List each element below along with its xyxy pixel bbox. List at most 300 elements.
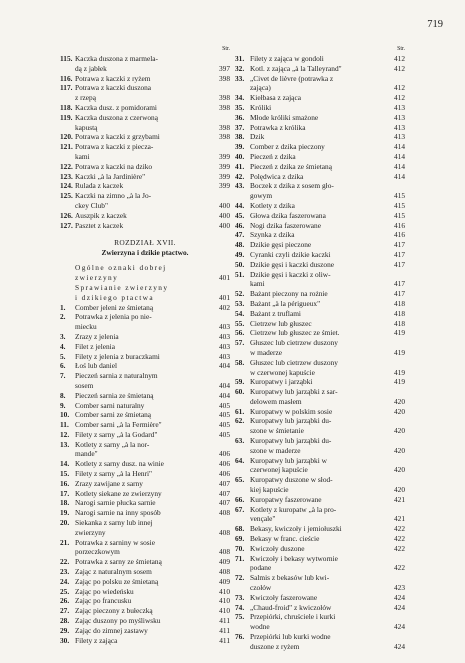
entry-title: Głuszec lub cietrzew duszony bbox=[250, 357, 338, 367]
entry-number: 122. bbox=[60, 161, 73, 171]
entry-page: 420 bbox=[393, 396, 405, 406]
index-entry bbox=[60, 410, 230, 420]
entry-page: 400 bbox=[218, 220, 230, 230]
index-entry bbox=[235, 632, 405, 642]
index-entry bbox=[60, 113, 230, 123]
index-entry bbox=[60, 191, 230, 201]
entry-title: w czerwonej kapuście bbox=[250, 367, 315, 377]
entry-title: Bekasy w franc. cieście bbox=[250, 534, 320, 544]
index-entry bbox=[235, 387, 405, 397]
entry-title: zwierzyny bbox=[75, 527, 106, 537]
entry-title: Dzikie gęsi pieczone bbox=[250, 240, 312, 250]
index-entry bbox=[235, 221, 405, 231]
entry-number: 70. bbox=[235, 543, 245, 553]
entry-title: Zrazy zawijane z sarny bbox=[75, 478, 143, 488]
entry-title: Kaczka duszona z marmela- bbox=[75, 54, 158, 63]
index-entry bbox=[235, 368, 405, 378]
entry-title: Kuropatwy w polskim sosie bbox=[250, 406, 333, 416]
entry-number: 29. bbox=[60, 625, 70, 635]
entry-title: czerwonej kapuście bbox=[250, 465, 308, 475]
entry-number: 21. bbox=[60, 537, 70, 547]
entry-number: 124. bbox=[60, 181, 73, 191]
entry-page: 411 bbox=[219, 635, 230, 645]
entry-number: 1. bbox=[60, 302, 66, 312]
index-entry bbox=[235, 554, 405, 564]
index-entry bbox=[235, 299, 405, 309]
entry-number: 118. bbox=[60, 102, 73, 112]
entry-page: 398 bbox=[218, 73, 230, 83]
index-entry bbox=[60, 616, 230, 626]
index-entry bbox=[235, 142, 405, 152]
entry-page: 415 bbox=[393, 191, 405, 201]
entry-title: Potrawa z kaczki z grzybami bbox=[75, 132, 160, 142]
entry-number: 17. bbox=[60, 488, 70, 498]
index-entry bbox=[60, 221, 230, 231]
entry-number: 5. bbox=[60, 351, 66, 361]
entry-page: 414 bbox=[393, 171, 405, 181]
index-entry bbox=[235, 407, 405, 417]
entry-title: Filety z zająca w gondoli bbox=[250, 54, 324, 63]
index-entry bbox=[60, 201, 230, 211]
index-entry bbox=[235, 642, 405, 652]
entry-title: Kiełbasa z zająca bbox=[250, 93, 301, 103]
entry-number: 126. bbox=[60, 210, 73, 220]
index-entry bbox=[60, 587, 230, 597]
entry-page: 409 bbox=[218, 576, 230, 586]
entry-title: czołów bbox=[250, 583, 272, 593]
entry-title: Filety z sarny „à la Godard" bbox=[75, 429, 158, 439]
entry-title: Zając po wiedeńsku bbox=[75, 586, 134, 596]
index-entry bbox=[60, 626, 230, 636]
index-entry bbox=[235, 475, 405, 485]
index-entry bbox=[60, 606, 230, 616]
index-entry bbox=[235, 358, 405, 368]
index-entry bbox=[60, 469, 230, 479]
entry-page: 409 bbox=[218, 557, 230, 567]
index-entry bbox=[235, 279, 405, 289]
entry-page: 403 bbox=[218, 351, 230, 361]
index-entry bbox=[60, 162, 230, 172]
entry-number: 59. bbox=[235, 377, 245, 387]
entry-number: 63. bbox=[235, 436, 245, 446]
index-entry bbox=[60, 557, 230, 567]
entry-page: 404 bbox=[218, 361, 230, 371]
index-entry bbox=[235, 191, 405, 201]
entry-title: Nogi dzika faszerowane bbox=[250, 220, 321, 230]
entry-page: 418 bbox=[393, 308, 405, 318]
index-entry bbox=[60, 381, 230, 391]
entry-number: 36. bbox=[235, 112, 245, 122]
entry-page: 408 bbox=[218, 527, 230, 537]
index-entry bbox=[235, 162, 405, 172]
entry-number: 38. bbox=[235, 132, 245, 142]
entry-number: 31. bbox=[235, 54, 245, 63]
entry-page: 413 bbox=[393, 132, 405, 142]
index-entry bbox=[60, 371, 230, 381]
entry-page: 408 bbox=[218, 547, 230, 557]
entry-title: Dzik bbox=[250, 132, 265, 142]
entry-number: 39. bbox=[235, 142, 245, 152]
entry-page: 420 bbox=[393, 485, 405, 495]
entry-page: 406 bbox=[218, 449, 230, 459]
entry-number: 14. bbox=[60, 459, 70, 469]
entry-page: 406 bbox=[218, 469, 230, 479]
index-entry bbox=[235, 514, 405, 524]
entry-title: „Chaud-froid" z kwiczołów bbox=[250, 602, 332, 612]
entry-number: 50. bbox=[235, 259, 245, 269]
entry-number: 53. bbox=[235, 298, 245, 308]
entry-number: 30. bbox=[60, 635, 70, 645]
index-entry bbox=[235, 446, 405, 456]
entry-title: Kaczki na zimno „à la Jo- bbox=[75, 191, 152, 201]
index-entry bbox=[60, 312, 230, 322]
index-entry bbox=[60, 152, 230, 162]
index-entry bbox=[60, 440, 230, 450]
entry-number: 62. bbox=[235, 416, 245, 426]
entry-title: „Civet de lièvre (potrawka z bbox=[250, 73, 334, 83]
index-entry bbox=[235, 573, 405, 583]
index-entry bbox=[60, 636, 230, 646]
entry-title: Pieczeń sarnia ze śmietaną bbox=[75, 390, 154, 400]
page-column-header: Str. bbox=[397, 46, 405, 52]
entry-title: Pieczeń sarnia z naturalnym bbox=[75, 371, 158, 381]
entry-page: 422 bbox=[393, 534, 405, 544]
index-entry bbox=[60, 74, 230, 84]
entry-title: zająca) bbox=[250, 83, 271, 93]
index-entry bbox=[60, 83, 230, 93]
entry-page: 421 bbox=[393, 514, 405, 524]
entry-title: Potrawa z kaczki z ryżem bbox=[75, 73, 151, 83]
entry-page: 414 bbox=[393, 151, 405, 161]
entry-title: Szynka z dzika bbox=[250, 230, 295, 240]
chapter-subtitle: Zwierzyna i dzikie ptactwo. bbox=[101, 248, 189, 258]
entry-title: Pieczeń z dzika bbox=[250, 151, 296, 161]
entry-title: kapustą bbox=[75, 122, 98, 132]
index-entry bbox=[235, 622, 405, 632]
index-entry bbox=[60, 211, 230, 221]
entry-title: Comber sarni „à la Fermière" bbox=[75, 420, 162, 430]
entry-title: w maderze bbox=[250, 347, 283, 357]
index-entry bbox=[60, 352, 230, 362]
entry-title: Comber sarni naturalny bbox=[75, 400, 145, 410]
entry-page: 419 bbox=[393, 367, 405, 377]
index-entry bbox=[60, 538, 230, 548]
entry-number: 27. bbox=[60, 606, 70, 616]
index-entry bbox=[235, 338, 405, 348]
entry-title: Kuropatwy faszerowane bbox=[250, 494, 322, 504]
entry-title: Kwiczoły i bekasy wytwornie bbox=[250, 553, 338, 563]
index-entry bbox=[235, 201, 405, 211]
entry-title: Rulada z kaczek bbox=[75, 181, 124, 191]
index-entry bbox=[235, 270, 405, 280]
entry-page: 403 bbox=[218, 341, 230, 351]
index-entry bbox=[235, 544, 405, 554]
entry-number: 33. bbox=[235, 73, 245, 83]
index-entry bbox=[235, 181, 405, 191]
index-entry bbox=[60, 103, 230, 113]
index-entry bbox=[235, 416, 405, 426]
index-entry bbox=[235, 593, 405, 603]
entry-number: 49. bbox=[235, 249, 245, 259]
entry-title: Kwiczoły faszerowane bbox=[250, 592, 318, 602]
index-entry bbox=[60, 489, 230, 499]
entry-page: 422 bbox=[393, 543, 405, 553]
entry-number: 23. bbox=[60, 567, 70, 577]
entry-page: 408 bbox=[218, 508, 230, 518]
entry-title: Kotlety siekane ze zwierzyny bbox=[75, 488, 162, 498]
index-entry bbox=[60, 273, 230, 283]
entry-page: 400 bbox=[218, 210, 230, 220]
entry-page: 424 bbox=[393, 602, 405, 612]
entry-page: 420 bbox=[393, 426, 405, 436]
entry-page: 411 bbox=[219, 616, 230, 626]
entry-title: Filety z sarny „à la Henri" bbox=[75, 469, 153, 479]
entry-number: 67. bbox=[235, 504, 245, 514]
index-entry bbox=[235, 563, 405, 573]
entry-number: 6. bbox=[60, 361, 66, 371]
entry-page: 405 bbox=[218, 400, 230, 410]
entry-page: 405 bbox=[218, 410, 230, 420]
entry-title: Zając po francusku bbox=[75, 596, 132, 606]
index-entry bbox=[60, 508, 230, 518]
entry-title: Kotlety z dzika bbox=[250, 200, 295, 210]
index-list-right bbox=[235, 54, 405, 652]
index-entry bbox=[235, 505, 405, 515]
entry-title: Dzikie gęsi i kaczki z oliw- bbox=[250, 269, 331, 279]
entry-title: Kuropatwy i jarząbki bbox=[250, 377, 313, 387]
entry-number: 42. bbox=[235, 171, 245, 181]
index-entry bbox=[235, 534, 405, 544]
page-column-header: Str. bbox=[222, 46, 230, 52]
entry-title: Zając po polsku ze śmietaną bbox=[75, 576, 159, 586]
index-entry bbox=[235, 289, 405, 299]
entry-number: 64. bbox=[235, 455, 245, 465]
entry-page: 419 bbox=[393, 377, 405, 387]
entry-title: Zając do zimnej zastawy bbox=[75, 625, 148, 635]
index-entry bbox=[235, 250, 405, 260]
entry-page: 401 bbox=[218, 292, 230, 302]
entry-number: 68. bbox=[235, 524, 245, 534]
entry-number: 46. bbox=[235, 220, 245, 230]
entry-number: 47. bbox=[235, 230, 245, 240]
entry-page: 407 bbox=[218, 478, 230, 488]
entry-title: Bażant „à la périgueux" bbox=[250, 298, 321, 308]
entry-title: Cietrzew lub głuszec bbox=[250, 318, 312, 328]
entry-page: 420 bbox=[393, 445, 405, 455]
entry-title: Pasztet z kaczek bbox=[75, 220, 124, 230]
index-entry bbox=[235, 436, 405, 446]
entry-title: Głuszec lub cietrzew duszony bbox=[250, 338, 338, 348]
entry-title: Filety z zająca bbox=[75, 635, 118, 645]
entry-title: kami bbox=[75, 151, 90, 161]
entry-title: Cietrzew lub głuszec ze śmiet. bbox=[250, 328, 340, 338]
entry-number: 13. bbox=[60, 439, 70, 449]
entry-title: Comber sarni ze śmietaną bbox=[75, 410, 152, 420]
entry-title: Głowa dzika faszerowana bbox=[250, 210, 326, 220]
entry-title: Kotlety z sarny dusz. na winie bbox=[75, 459, 164, 469]
index-entry bbox=[235, 603, 405, 613]
page-number: 719 bbox=[427, 19, 443, 30]
index-entry bbox=[235, 83, 405, 93]
entry-number: 65. bbox=[235, 475, 245, 485]
entry-number: 74. bbox=[235, 602, 245, 612]
entry-title: Kaczka duszona z czerwoną bbox=[75, 112, 158, 122]
entry-number: 58. bbox=[235, 357, 245, 367]
entry-number: 28. bbox=[60, 616, 70, 626]
index-entry bbox=[235, 397, 405, 407]
entry-page: 410 bbox=[218, 596, 230, 606]
entry-title: Zając duszony po myśliwsku bbox=[75, 616, 161, 626]
entry-number: 72. bbox=[235, 573, 245, 583]
entry-number: 15. bbox=[60, 469, 70, 479]
entry-title: Kuropatwy lub jarząbki z sar- bbox=[250, 387, 338, 397]
entry-page: 404 bbox=[218, 380, 230, 390]
index-entry bbox=[235, 328, 405, 338]
entry-title: dą z jabłek bbox=[75, 63, 107, 73]
index-entry bbox=[235, 612, 405, 622]
entry-title: Potrawa z kaczki na dziko bbox=[75, 161, 153, 171]
entry-title: szone w śmietanie bbox=[250, 426, 304, 436]
entry-title: Bażant z truflami bbox=[250, 308, 301, 318]
entry-number: 127. bbox=[60, 220, 73, 230]
entry-title: Narogi sarnie płucka sarnie bbox=[75, 498, 156, 508]
entry-number: 43. bbox=[235, 181, 245, 191]
index-entry bbox=[235, 93, 405, 103]
entry-page: 424 bbox=[393, 592, 405, 602]
entry-page: 416 bbox=[393, 230, 405, 240]
entry-title: Salmis z bekasów lub kwi- bbox=[250, 573, 330, 583]
entry-page: 410 bbox=[218, 586, 230, 596]
entry-number: 25. bbox=[60, 586, 70, 596]
index-entry bbox=[235, 132, 405, 142]
index-list-a bbox=[60, 54, 230, 230]
entry-title: Kuropatwy duszone w słod- bbox=[250, 475, 333, 485]
entry-title: ckey Club" bbox=[75, 200, 108, 210]
index-entry bbox=[60, 459, 230, 469]
index-entry bbox=[235, 348, 405, 358]
entry-number: 7. bbox=[60, 371, 66, 381]
index-entry bbox=[60, 596, 230, 606]
entry-page: 406 bbox=[218, 459, 230, 469]
entry-page: 416 bbox=[393, 220, 405, 230]
entry-title: Boczek z dzika z sosem gło- bbox=[250, 181, 334, 191]
entry-page: 412 bbox=[393, 54, 405, 63]
index-entry bbox=[235, 172, 405, 182]
left-column bbox=[60, 44, 230, 645]
entry-title: Kaczki „à la Jardinière" bbox=[75, 171, 146, 181]
index-entry bbox=[60, 567, 230, 577]
index-entry bbox=[60, 391, 230, 401]
index-list-b bbox=[60, 263, 230, 645]
entry-page: 417 bbox=[393, 259, 405, 269]
entry-number: 40. bbox=[235, 151, 245, 161]
entry-number: 2. bbox=[60, 312, 66, 322]
entry-number: 121. bbox=[60, 142, 73, 152]
index-entry bbox=[60, 64, 230, 74]
entry-title: Łoś lub daniel bbox=[75, 361, 118, 371]
index-entry bbox=[60, 332, 230, 342]
entry-number: 45. bbox=[235, 210, 245, 220]
entry-page: 399 bbox=[218, 181, 230, 191]
entry-title: Kuropatwy lub jarząbki w bbox=[250, 455, 327, 465]
index-entry bbox=[60, 518, 230, 528]
index-entry bbox=[235, 426, 405, 436]
index-entry bbox=[235, 64, 405, 74]
index-entry bbox=[235, 495, 405, 505]
index-entry bbox=[235, 103, 405, 113]
entry-page: 414 bbox=[393, 161, 405, 171]
index-entry bbox=[60, 342, 230, 352]
entry-title: Przepiórki lub kurki wodne bbox=[250, 632, 331, 642]
entry-number: 18. bbox=[60, 498, 70, 508]
index-entry bbox=[235, 583, 405, 593]
index-entry bbox=[235, 152, 405, 162]
entry-number: 48. bbox=[235, 240, 245, 250]
entry-number: 117. bbox=[60, 83, 73, 93]
entry-title: Cyranki czyli dzikie kaczki bbox=[250, 249, 331, 259]
entry-page: 418 bbox=[393, 298, 405, 308]
entry-title: Dzikie gęsi i kaczki duszone bbox=[250, 259, 335, 269]
index-entry bbox=[60, 142, 230, 152]
entry-page: 421 bbox=[393, 494, 405, 504]
entry-page: 420 bbox=[393, 406, 405, 416]
chapter-title: ROZDZIAŁ XVII. bbox=[114, 238, 176, 248]
index-entry bbox=[235, 524, 405, 534]
entry-page: 398 bbox=[218, 132, 230, 142]
entry-page: 415 bbox=[393, 210, 405, 220]
entry-number: 55. bbox=[235, 318, 245, 328]
entry-title: Potrawka z jelenia po nie- bbox=[75, 312, 152, 322]
entry-number: 34. bbox=[235, 93, 245, 103]
entry-title: Kuropatwy lub jarząbki du- bbox=[250, 436, 332, 446]
entry-title: sosem bbox=[75, 380, 94, 390]
entry-page: 414 bbox=[393, 142, 405, 152]
index-entry bbox=[60, 283, 230, 293]
entry-title: gowym bbox=[250, 191, 273, 201]
entry-number: 125. bbox=[60, 191, 73, 201]
entry-page: 419 bbox=[393, 347, 405, 357]
entry-number: 11. bbox=[60, 420, 69, 430]
index-entry bbox=[60, 54, 230, 64]
entry-page: 398 bbox=[218, 102, 230, 112]
entry-title: szone w maderze bbox=[250, 445, 301, 455]
entry-title: Kotlety z kuropatw „à la pro- bbox=[250, 504, 337, 514]
entry-title: Kotlety z sarny „à la nor- bbox=[75, 439, 150, 449]
index-entry bbox=[235, 465, 405, 475]
entry-number: 22. bbox=[60, 557, 70, 567]
entry-number: 119. bbox=[60, 112, 73, 122]
entry-number: 123. bbox=[60, 171, 73, 181]
entry-number: 3. bbox=[60, 331, 66, 341]
index-entry bbox=[235, 54, 405, 64]
entry-title: Kwiczoły duszone bbox=[250, 543, 305, 553]
index-entry bbox=[60, 263, 230, 273]
index-entry bbox=[235, 319, 405, 329]
entry-number: 8. bbox=[60, 390, 66, 400]
entry-title: kiej kapuście bbox=[250, 485, 289, 495]
entry-title: Zając pieczony z bułeczką bbox=[75, 606, 153, 616]
entry-title: Zrazy z jelenia bbox=[75, 331, 119, 341]
entry-page: 401 bbox=[218, 273, 230, 283]
entry-page: 403 bbox=[218, 322, 230, 332]
index-entry bbox=[60, 93, 230, 103]
entry-page: 419 bbox=[393, 328, 405, 338]
entry-page: 422 bbox=[393, 524, 405, 534]
entry-title: Potrawka z sarniny w sosie bbox=[75, 537, 155, 547]
entry-page: 424 bbox=[393, 622, 405, 632]
entry-page: 413 bbox=[393, 122, 405, 132]
entry-title: Króliki bbox=[250, 102, 272, 112]
